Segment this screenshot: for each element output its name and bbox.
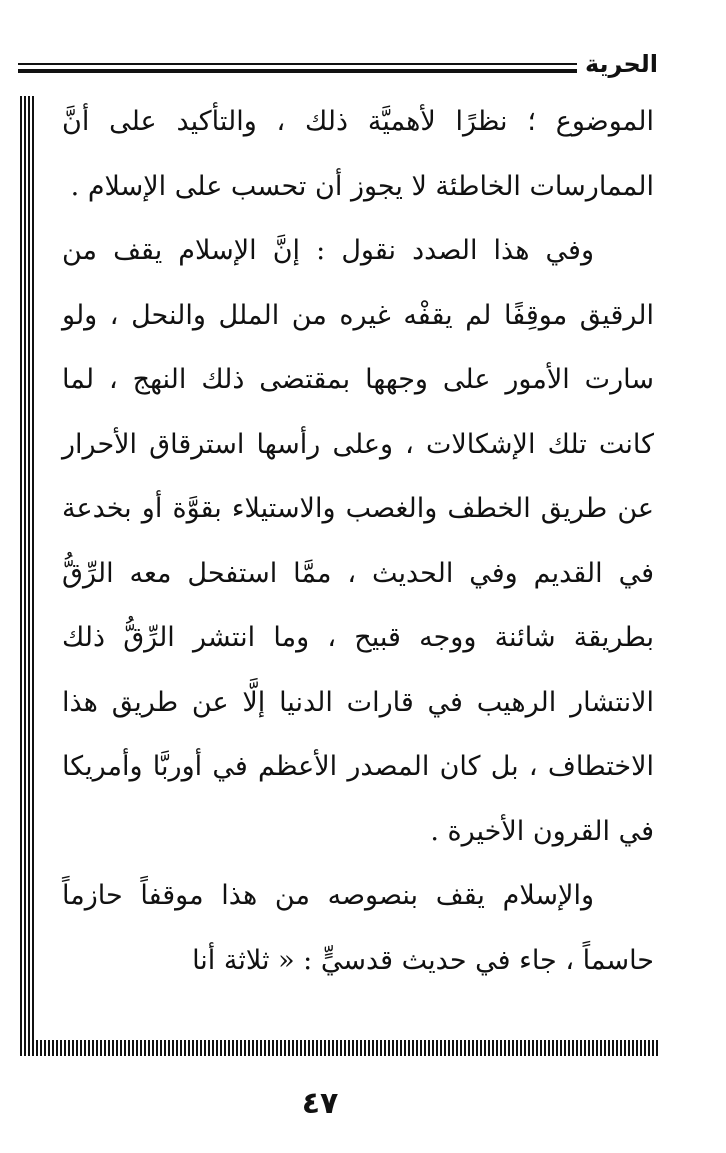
bottom-border-ornament — [20, 1040, 658, 1056]
header-rule — [18, 63, 577, 73]
paragraph-3: والإسلام يقف بنصوصه من هذا موقفاً حازماً حاسماً ، جاء في حديث قدسيٍّ : « ثلاثة أنا — [62, 880, 654, 976]
running-header — [18, 44, 658, 84]
page-number: ٤٧ — [301, 1086, 339, 1121]
running-title: الحرية — [584, 50, 658, 78]
paragraph-2: وفي هذا الصدد نقول : إنَّ الإسلام يقف من الرقيق موقِفًا لم يقفْه غيره من الملل والنحل ، ولو سارت الأمور على وجهها بمقتضى ذلك النهج ، لما كانت تلك الإشكالات ، وعلى رأسها استرقاق الأحرار عن طريق الخطف والغصب والاستيلاء بقوَّة أو بخدعة في القديم وفي الحديث ، ممَّا استفحل معه الرِّقُّ بطريقة شائنة ووجه قبيح ، وما انتشر الرِّقُّ ذلك الانتشار الرهيب في قارات الدنيا إلَّا عن طريق هذا الاختطاف ، بل كان المصدر الأعظم في أوربَّا وأمريكا في القرون الأخيرة . — [62, 235, 654, 847]
paragraph-1: الموضوع ؛ نظرًا لأهميَّة ذلك ، والتأكيد على أنَّ الممارسات الخاطئة لا يجوز أن تحسب على الإسلام . — [62, 106, 654, 202]
left-border-ornament — [20, 96, 36, 1054]
body-text — [62, 90, 654, 993]
